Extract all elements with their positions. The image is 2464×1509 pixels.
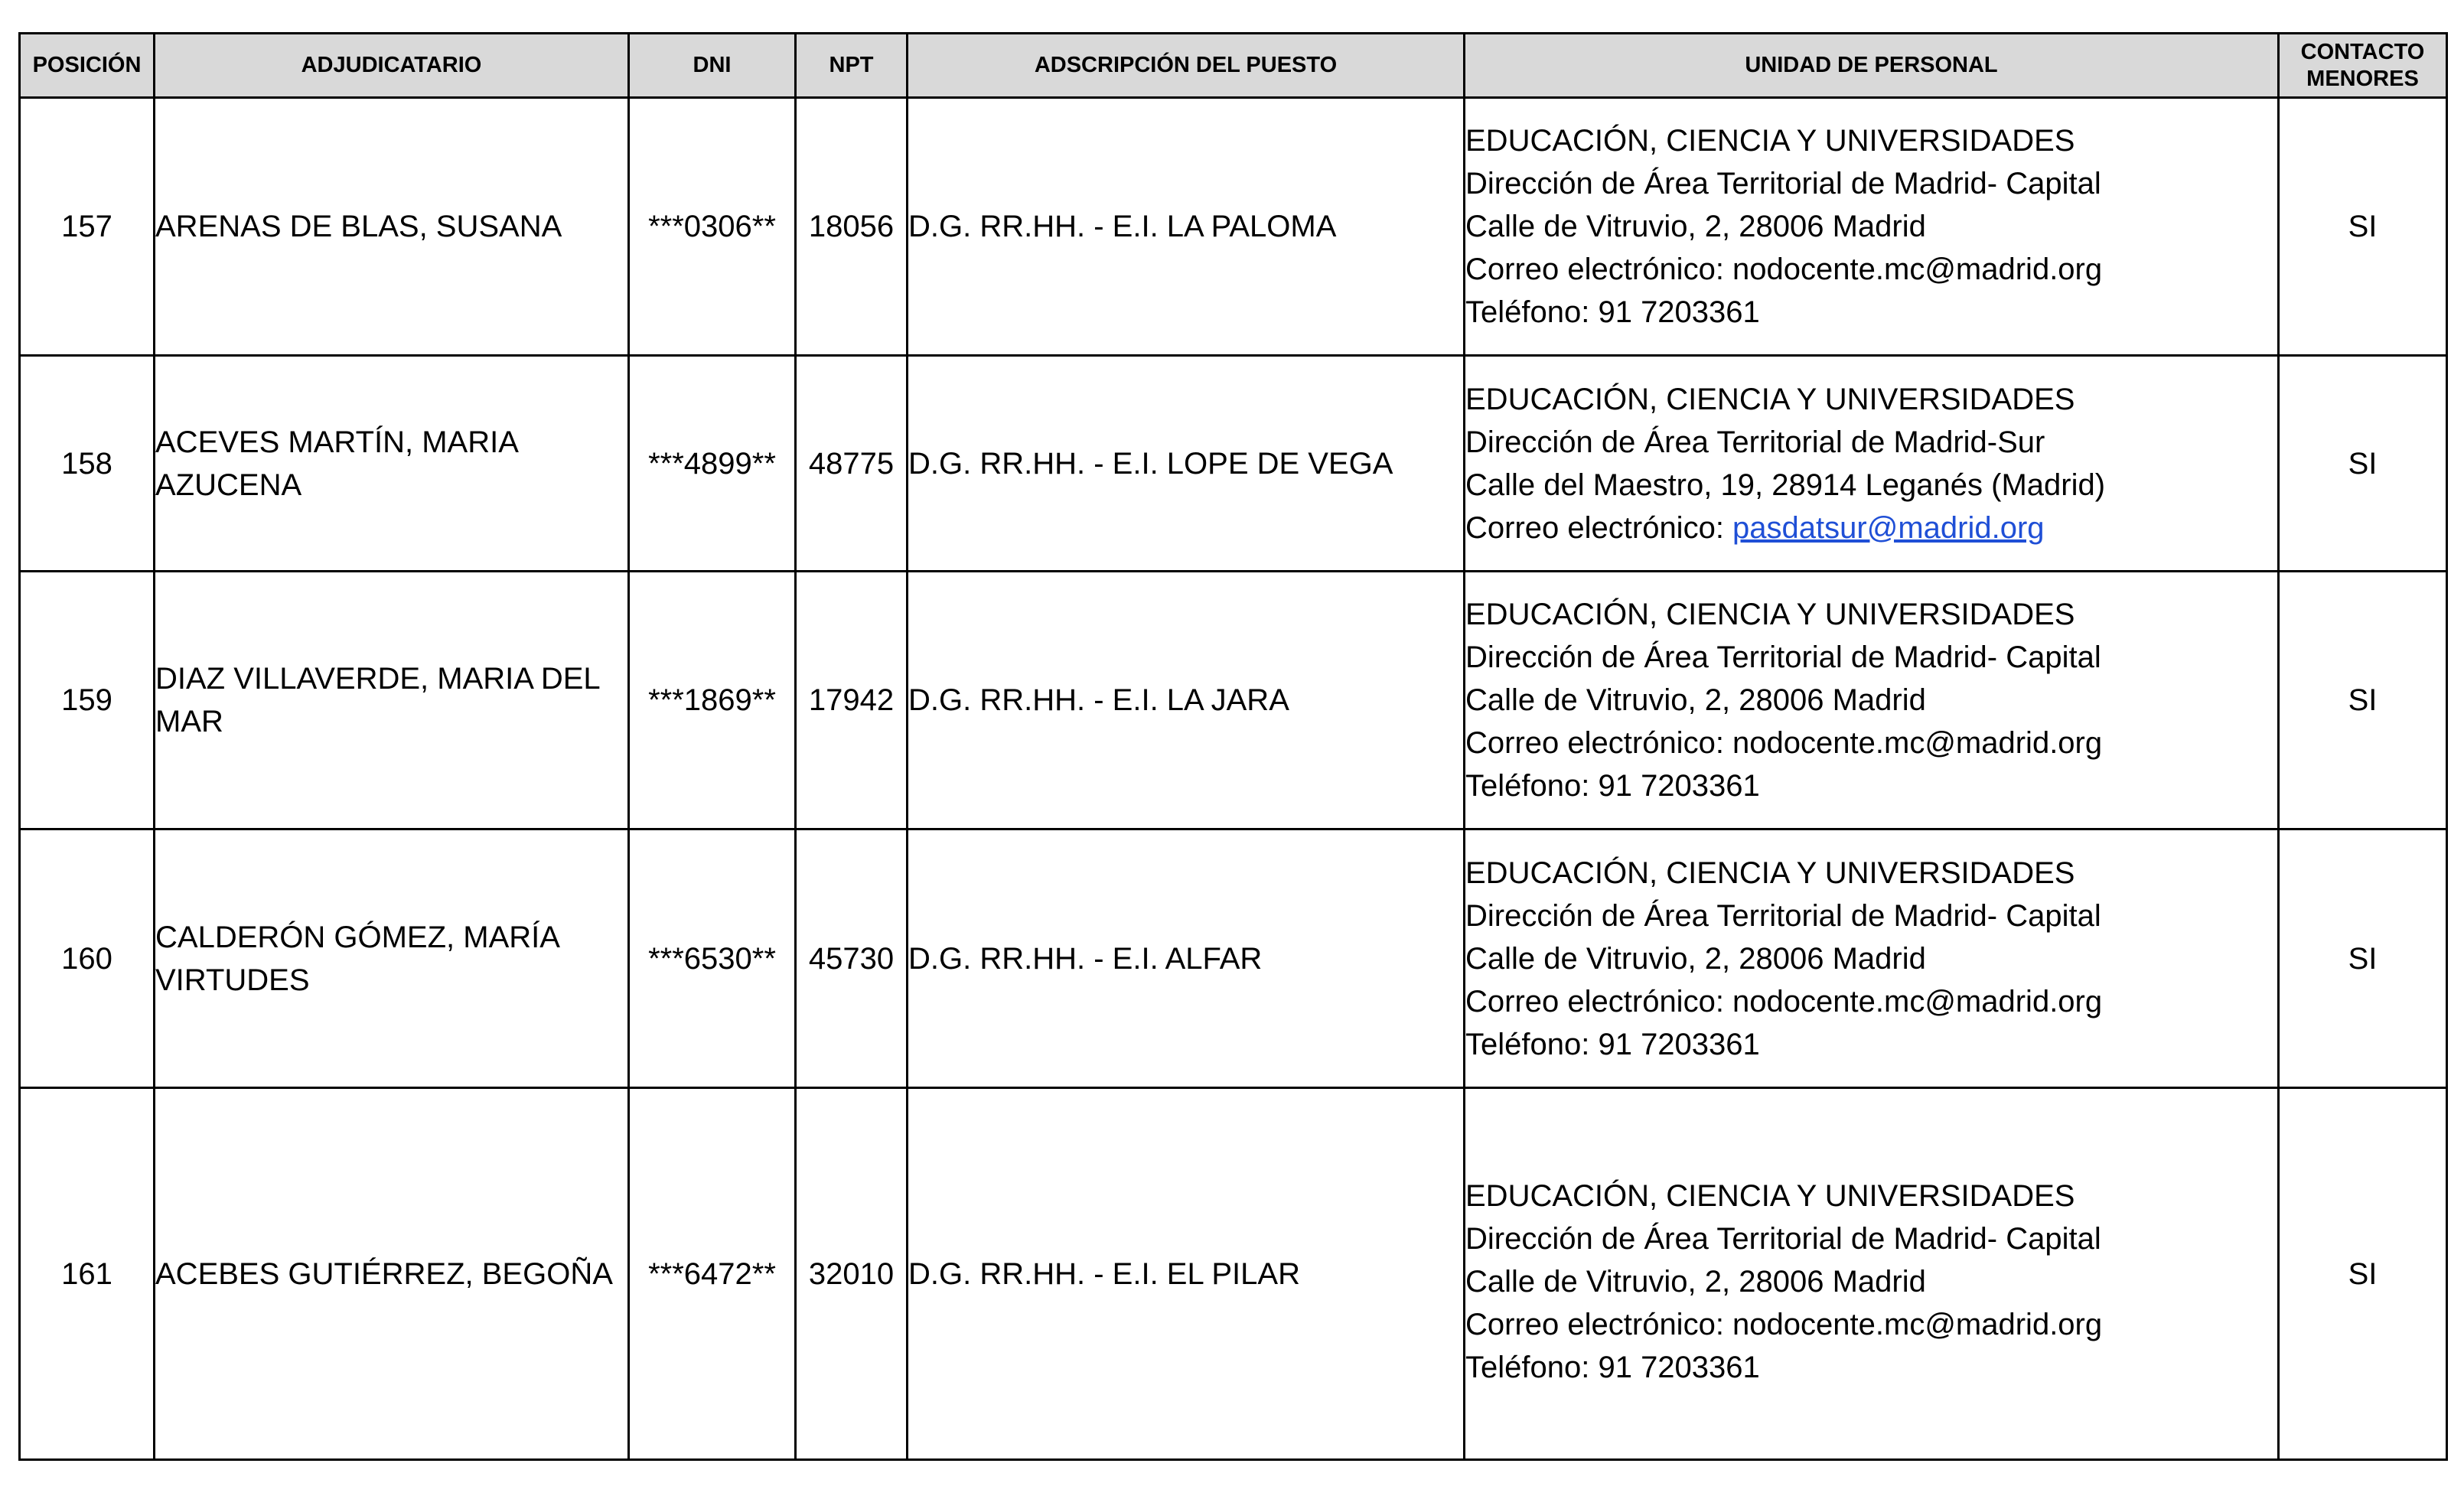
unidad-direccion: Dirección de Área Territorial de Madrid- Capital [1465, 167, 2101, 200]
unidad-consejeria: EDUCACIÓN, CIENCIA Y UNIVERSIDADES [1465, 382, 2075, 416]
posicion-cell: 159 [20, 572, 155, 829]
correo-value: nodocente.mc@madrid.org [1732, 984, 2103, 1018]
contacto-cell: SI [2279, 572, 2447, 829]
dni-cell: ***1869** [629, 572, 796, 829]
correo-value: nodocente.mc@madrid.org [1732, 253, 2103, 286]
adscripcion-cell: D.G. RR.HH. - E.I. LA JARA [908, 572, 1465, 829]
posicion-cell: 161 [20, 1088, 155, 1460]
adscripcion-cell: D.G. RR.HH. - E.I. ALFAR [908, 829, 1465, 1088]
unidad-correo-line [1465, 507, 2277, 549]
npt-cell: 17942 [796, 572, 908, 829]
unidad-consejeria: EDUCACIÓN, CIENCIA Y UNIVERSIDADES [1465, 1178, 2075, 1213]
correo-value: nodocente.mc@madrid.org [1732, 726, 2103, 760]
correo-label: Correo electrónico: [1465, 984, 1733, 1018]
adjudicaciones-table [18, 32, 2448, 1461]
adjudicatario-cell: ACEBES GUTIÉRREZ, BEGOÑA [155, 1088, 629, 1460]
unidad-correo-line [1465, 248, 2277, 291]
contacto-cell: SI [2279, 356, 2447, 572]
correo-label: Correo electrónico: [1465, 1307, 1733, 1341]
col-header-adjudicatario: ADJUDICATARIO [155, 34, 629, 98]
dni-cell: ***6530** [629, 829, 796, 1088]
col-header-adscripcion: ADSCRIPCIÓN DEL PUESTO [908, 34, 1465, 98]
adjudicatario-cell: ARENAS DE BLAS, SUSANA [155, 98, 629, 356]
unidad-direccion: Dirección de Área Territorial de Madrid- Capital [1465, 1221, 2101, 1256]
unidad-telefono: Teléfono: 91 7203361 [1465, 1350, 1760, 1384]
unidad-calle: Calle del Maestro, 19, 28914 Leganés (Madrid) [1465, 468, 2106, 502]
adscripcion-cell: D.G. RR.HH. - E.I. LOPE DE VEGA [908, 356, 1465, 572]
col-header-posicion: POSICIÓN [20, 34, 155, 98]
unidad-cell [1465, 98, 2279, 356]
unidad-cell [1465, 1088, 2279, 1460]
adjudicatario-cell: ACEVES MARTÍN, MARIA AZUCENA [155, 356, 629, 572]
npt-cell: 48775 [796, 356, 908, 572]
unidad-correo-line [1465, 722, 2277, 764]
adscripcion-cell: D.G. RR.HH. - E.I. LA PALOMA [908, 98, 1465, 356]
dni-cell: ***4899** [629, 356, 796, 572]
unidad-cell [1465, 572, 2279, 829]
table-row [20, 829, 2447, 1088]
unidad-direccion: Dirección de Área Territorial de Madrid-Sur [1465, 425, 2045, 459]
col-header-unidad: UNIDAD DE PERSONAL [1465, 34, 2279, 98]
unidad-correo-line [1465, 1303, 2277, 1346]
dni-cell: ***6472** [629, 1088, 796, 1460]
unidad-cell [1465, 829, 2279, 1088]
unidad-cell [1465, 356, 2279, 572]
unidad-calle: Calle de Vitruvio, 2, 28006 Madrid [1465, 210, 1926, 243]
posicion-cell: 160 [20, 829, 155, 1088]
npt-cell: 32010 [796, 1088, 908, 1460]
contacto-cell: SI [2279, 829, 2447, 1088]
table-row [20, 98, 2447, 356]
unidad-telefono: Teléfono: 91 7203361 [1465, 769, 1760, 803]
table-row [20, 356, 2447, 572]
unidad-calle: Calle de Vitruvio, 2, 28006 Madrid [1465, 941, 1926, 976]
npt-cell: 18056 [796, 98, 908, 356]
unidad-consejeria: EDUCACIÓN, CIENCIA Y UNIVERSIDADES [1465, 124, 2075, 158]
unidad-calle: Calle de Vitruvio, 2, 28006 Madrid [1465, 1264, 1926, 1299]
col-header-contacto: CONTACTO MENORES [2279, 34, 2447, 98]
col-header-dni: DNI [629, 34, 796, 98]
correo-label: Correo electrónico: [1465, 726, 1733, 760]
adscripcion-cell: D.G. RR.HH. - E.I. EL PILAR [908, 1088, 1465, 1460]
unidad-calle: Calle de Vitruvio, 2, 28006 Madrid [1465, 683, 1926, 717]
unidad-telefono: Teléfono: 91 7203361 [1465, 295, 1760, 329]
table-row [20, 1088, 2447, 1460]
unidad-telefono: Teléfono: 91 7203361 [1465, 1027, 1760, 1061]
unidad-consejeria: EDUCACIÓN, CIENCIA Y UNIVERSIDADES [1465, 598, 2075, 631]
posicion-cell: 158 [20, 356, 155, 572]
unidad-direccion: Dirección de Área Territorial de Madrid- Capital [1465, 898, 2101, 933]
posicion-cell: 157 [20, 98, 155, 356]
correo-label: Correo electrónico: [1465, 510, 1733, 545]
adjudicatario-cell: DIAZ VILLAVERDE, MARIA DEL MAR [155, 572, 629, 829]
dni-cell: ***0306** [629, 98, 796, 356]
email-link[interactable]: pasdatsur@madrid.org [1732, 510, 2045, 545]
contacto-cell: SI [2279, 98, 2447, 356]
header-row [20, 34, 2447, 98]
col-header-npt: NPT [796, 34, 908, 98]
adjudicatario-cell: CALDERÓN GÓMEZ, MARÍA VIRTUDES [155, 829, 629, 1088]
correo-label: Correo electrónico: [1465, 253, 1733, 286]
contacto-cell: SI [2279, 1088, 2447, 1460]
npt-cell: 45730 [796, 829, 908, 1088]
unidad-direccion: Dirección de Área Territorial de Madrid- Capital [1465, 640, 2101, 674]
table-row [20, 572, 2447, 829]
unidad-consejeria: EDUCACIÓN, CIENCIA Y UNIVERSIDADES [1465, 856, 2075, 890]
unidad-correo-line [1465, 980, 2277, 1023]
correo-value: nodocente.mc@madrid.org [1732, 1307, 2103, 1341]
